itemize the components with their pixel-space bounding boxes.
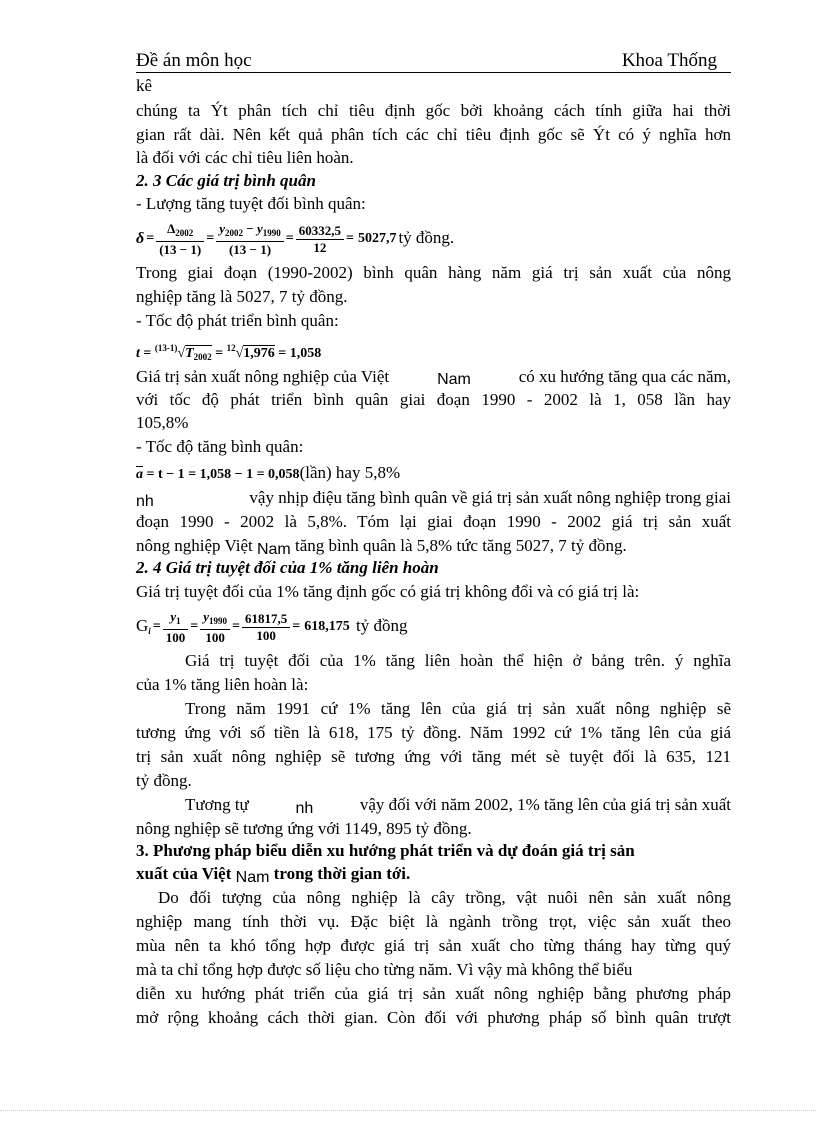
formula-fraction: $\frac{y_{2002} - y_{1990}}{(13 - 1)}$ bbox=[216, 221, 283, 258]
text-line: - Lượng tăng tuyệt đối bình quân: bbox=[136, 194, 366, 213]
formula-tail: hay 5,8% bbox=[335, 463, 401, 482]
text-span: vậy nhịp điệu tăng bình quân về giá trị sản xuất nông nghiệp trong giai bbox=[249, 488, 731, 507]
formula-fraction bbox=[200, 609, 230, 646]
text-span: Nam bbox=[437, 371, 471, 388]
text-span: trong thời gian tới. bbox=[273, 864, 411, 883]
formula-unit: tỷ đồng bbox=[356, 616, 408, 635]
formula-lhs: $\overline{a}$ bbox=[136, 467, 143, 482]
radicand: 1,976 bbox=[243, 346, 275, 361]
formula-lhs-sub: i bbox=[148, 626, 151, 636]
section-heading-2-4: 2. 4 Giá trị tuyệt đối của 1% tăng liên hoàn bbox=[136, 558, 439, 577]
text-line: tương ứng với số tiền là 618, 175 tỷ đồng. Năm 1992 cứ 1% tăng lên của giá bbox=[136, 723, 731, 742]
formula-result: 1,058 bbox=[289, 346, 322, 361]
text-line: Giá trị tuyệt đối của 1% tăng liên hoàn thể hiện ở bảng trên. ý nghĩa bbox=[185, 651, 731, 670]
text-line: tỷ đồng. bbox=[136, 771, 192, 790]
text-line: đoạn 1990 - 2002 là 5,8%. Tóm lại giai đoạn 1990 - 2002 giá trị sản xuất bbox=[136, 512, 731, 531]
formula-result: 618,175 bbox=[304, 619, 350, 635]
text-line bbox=[136, 535, 731, 558]
frac-num: 61817,5 bbox=[242, 611, 290, 628]
text-span: Tương tự bbox=[185, 795, 249, 814]
text-line: - Tốc độ tăng bình quân: bbox=[136, 437, 304, 456]
text-line: - Tốc độ phát triển bình quân: bbox=[136, 311, 339, 330]
header-right: Khoa Thống bbox=[621, 50, 717, 71]
text-span: xuất của Việt bbox=[136, 864, 232, 883]
text-line: của 1% tăng liên hoàn là: bbox=[136, 675, 309, 694]
text-span: có xu hướng tăng qua các năm, bbox=[518, 367, 731, 386]
text-line: nông nghiệp sẽ tương ứng với 1149, 895 tỷ đồng. bbox=[136, 819, 472, 838]
text-span: tăng bình quân là 5,8% tức tăng 5027, 7 tỷ đồng. bbox=[295, 536, 627, 555]
text-line: mở rộng khoảng cách thời gian. Còn đối với phương pháp số bình quân trượt bbox=[136, 1008, 731, 1027]
frac-num: Δ bbox=[167, 220, 176, 236]
frac-num: 60332,5 bbox=[296, 223, 344, 240]
frac-den: 100 bbox=[205, 629, 225, 645]
text-line: diễn xu hướng phát triển của giá trị sản xuất nông nghiệp bằng phương pháp bbox=[136, 984, 731, 1003]
text-span: nông nghiệp Việt bbox=[136, 536, 253, 555]
page-bottom-rule bbox=[0, 1110, 816, 1111]
frac-den: 12 bbox=[313, 239, 327, 255]
formula-fraction bbox=[156, 221, 204, 258]
frac-num: y bbox=[170, 608, 177, 624]
formula-increase-rate bbox=[136, 460, 731, 486]
frac-num: y bbox=[219, 220, 226, 236]
section-heading-2-3: 2. 3 Các giá trị bình quân bbox=[136, 171, 316, 190]
text-span: Nam bbox=[235, 869, 270, 886]
header-left: Đề án môn học bbox=[136, 50, 252, 71]
formula-lhs: G bbox=[136, 616, 149, 635]
frac-num: y bbox=[203, 608, 210, 624]
text-line: Trong năm 1991 cứ 1% tăng lên của giá trị sản xuất nông nghiệp sẽ bbox=[185, 699, 731, 718]
section-heading-3-cont bbox=[136, 863, 731, 886]
formula-unit: (lần) bbox=[299, 463, 332, 482]
formula-fraction bbox=[242, 611, 290, 644]
frac-den: (13 − 1) bbox=[159, 241, 202, 257]
frac-num-sub: 1 bbox=[176, 615, 181, 626]
frac-num: y bbox=[256, 220, 263, 236]
section-heading-3: 3. Phương pháp biểu diễn xu hướng phát triển và dự đoán giá trị sản bbox=[136, 841, 635, 860]
text-line: Giá trị tuyệt đối của 1% tăng định gốc có giá trị không đổi và có giá trị là: bbox=[136, 582, 640, 601]
text-line bbox=[136, 366, 731, 388]
formula-growth-rate: $t = ^{(13-1)}√T_{2002} = ^{12}√1,976 = 1,058$ bbox=[136, 343, 322, 362]
root-index: (13-1) bbox=[154, 343, 178, 353]
formula-expr: = t − 1 = 1,058 − 1 = 0,058 bbox=[146, 467, 300, 482]
text-line: gian rất dài. Nên kết quả phân tích các chỉ tiêu định gốc sẽ Ýt có ý nghĩa hơn bbox=[136, 125, 731, 144]
frac-num-sub: 2002 bbox=[175, 227, 194, 238]
frac-num-sub: 1990 bbox=[209, 615, 228, 626]
radicand-sub: 2002 bbox=[193, 352, 212, 362]
formula-fraction bbox=[296, 223, 344, 256]
radicand: T bbox=[185, 346, 194, 361]
text-line: mà ta chỉ tổng hợp được số liệu cho từng năm. Vì vậy mà không thể biểu bbox=[136, 960, 633, 979]
formula-result: 5027,7 bbox=[357, 231, 397, 247]
frac-num-sub: 2002 bbox=[225, 227, 244, 238]
text-span: Giá trị sản xuất nông nghiệp của Việt bbox=[136, 367, 390, 386]
text-line: Do đối tượng của nông nghiệp là cây trồng, vật nuôi nên sản xuất nông bbox=[158, 888, 731, 907]
text-line: chúng ta Ýt phân tích chỉ tiêu định gốc bởi khoảng cách tính giữa hai thời bbox=[136, 101, 731, 120]
formula-lhs: t bbox=[136, 346, 140, 361]
page-header bbox=[136, 48, 731, 73]
text-span: Nam bbox=[256, 541, 291, 558]
text-span: vậy đối với năm 2002, 1% tăng lên của giá trị sản xuất bbox=[359, 795, 731, 814]
root-index: 12 bbox=[226, 343, 236, 353]
text-span: nh bbox=[295, 800, 314, 817]
formula-absolute-value: $G_i$ = $\frac{y_1}{100}$ = $\frac{y_{1990}}{100}$ = $\frac{61817,5}{100}$ = 618,175 tỷ đồng bbox=[136, 608, 408, 645]
text-line: mùa nên ta khó tổng hợp được giá trị sản xuất cho từng tháng hay từng quý bbox=[136, 936, 731, 955]
text-line: kê bbox=[136, 76, 153, 95]
text-span: nh bbox=[136, 493, 154, 510]
frac-num-sub: 1990 bbox=[262, 227, 281, 238]
text-line: trị sản xuất nông nghiệp sẽ tương ứng với tăng mét sè tuyệt đối là 635, 121 bbox=[136, 747, 731, 766]
text-line: 105,8% bbox=[136, 413, 189, 432]
text-line bbox=[136, 487, 731, 509]
text-line: Trong giai đoạn (1990-2002) bình quân hàng năm giá trị sản xuất của nông bbox=[136, 263, 731, 282]
frac-den: (13 − 1) bbox=[228, 241, 272, 257]
formula-unit: tỷ đồng. bbox=[398, 228, 455, 247]
text-line: là đối với các chỉ tiêu liên hoàn. bbox=[136, 148, 354, 167]
text-line: nghiệp tăng là 5027, 7 tỷ đồng. bbox=[136, 287, 348, 306]
frac-den: 100 bbox=[256, 627, 276, 643]
formula-lhs: δ bbox=[136, 230, 145, 247]
formula-average-increase: δ = $\frac{\Delta_{2002}}{(13 - 1)}$ = $\frac{y_{2002} - y_{1990}}{(13 - 1)}$ = $\frac{60332,5}{12}$ = 5027,7 tỷ đồng. bbox=[136, 220, 455, 257]
frac-den: 100 bbox=[165, 629, 186, 645]
text-line: với tốc độ phát triển bình quân giai đoạn 1990 - 2002 là 1, 058 lần hay bbox=[136, 390, 731, 409]
formula-fraction bbox=[163, 609, 189, 646]
text-line bbox=[185, 794, 731, 816]
text-line: nghiệp mang tính thời vụ. Đặc biệt là ngành trồng trọt, việc sản xuất theo bbox=[136, 912, 731, 931]
